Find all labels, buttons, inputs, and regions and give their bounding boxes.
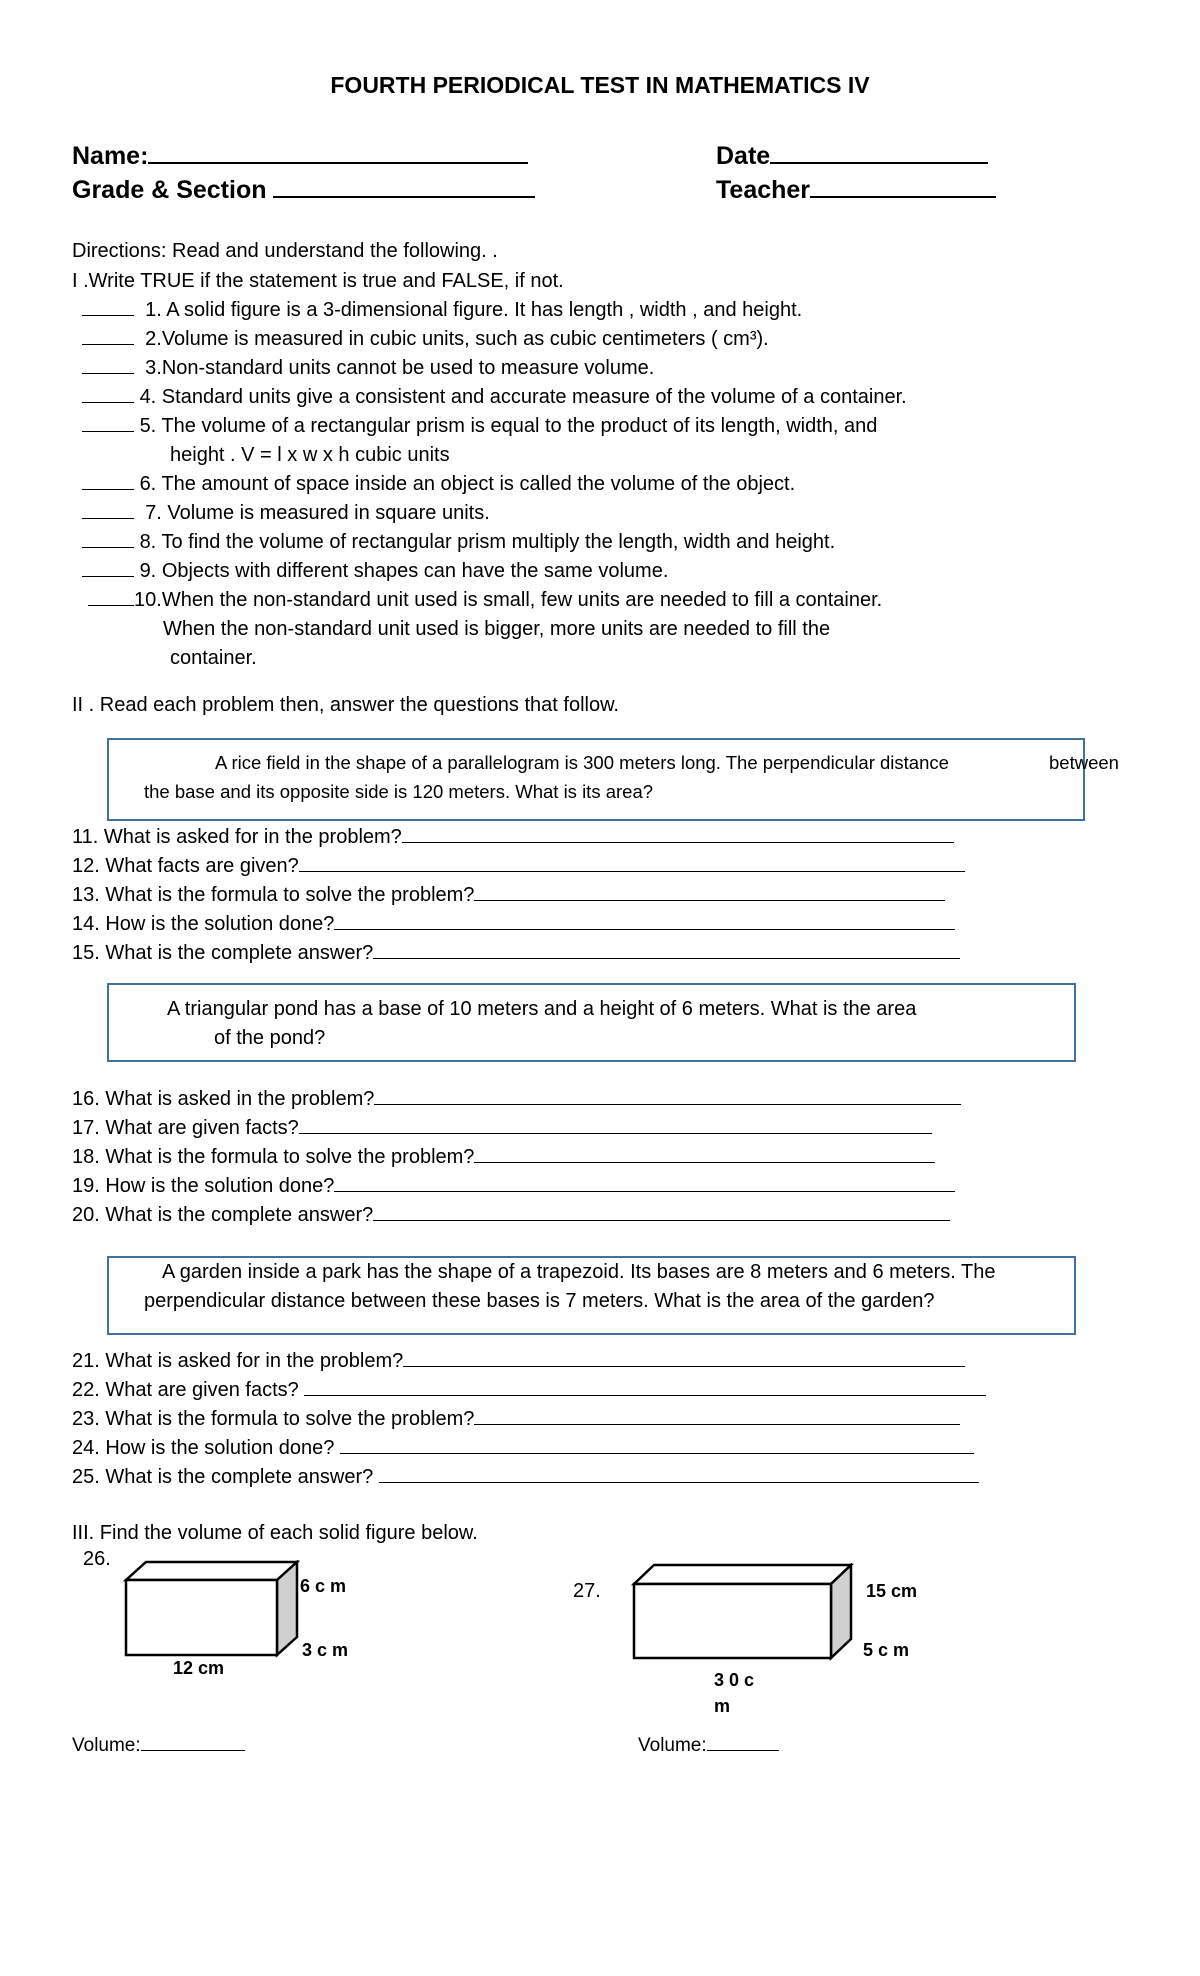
question-18: 18. What is the formula to solve the problem? <box>72 1146 935 1169</box>
question-15: 15. What is the complete answer? <box>72 942 960 965</box>
figure-26-number: 26. <box>83 1548 111 1570</box>
tf-item-10-cont2: container. <box>170 647 257 669</box>
figure-27-height: 5 c m <box>863 1640 910 1660</box>
answer-line[interactable] <box>299 855 965 872</box>
answer-line[interactable] <box>340 1437 974 1454</box>
figure-26-height: 3 c m <box>302 1640 349 1660</box>
figure-26-length: 12 cm <box>173 1658 225 1678</box>
volume-answer-line[interactable] <box>141 1734 245 1751</box>
figure-27-number: 27. <box>573 1580 601 1602</box>
question-25: 25. What is the complete answer? <box>72 1466 979 1489</box>
teacher-line[interactable] <box>810 176 996 198</box>
tf-item-3: 3.Non-standard units cannot be used to measure volume. <box>82 357 654 380</box>
rectangular-prism-27 <box>628 1563 854 1663</box>
answer-line[interactable] <box>403 1350 965 1367</box>
teacher-field[interactable] <box>716 176 996 205</box>
problem-box-1 <box>107 738 1085 821</box>
volume-26: Volume: <box>72 1734 245 1757</box>
question-16: 16. What is asked in the problem? <box>72 1088 961 1111</box>
answer-blank[interactable] <box>82 357 134 374</box>
question-19: 19. How is the solution done? <box>72 1175 955 1198</box>
problem-1-line-2: the base and its opposite side is 120 meters. What is its area? <box>144 781 654 802</box>
tf-item-7: 7. Volume is measured in square units. <box>82 502 490 525</box>
grade-section-label: Grade & Section <box>72 176 267 204</box>
question-12: 12. What facts are given? <box>72 855 965 878</box>
rectangular-prism-26 <box>120 1560 300 1660</box>
problem-2-line-1: A triangular pond has a base of 10 meters and a height of 6 meters. What is the area <box>167 998 917 1020</box>
figure-27-length: 3 0 c <box>714 1670 755 1690</box>
answer-line[interactable] <box>299 1117 932 1134</box>
answer-line[interactable] <box>474 1408 960 1425</box>
answer-blank[interactable] <box>82 299 134 316</box>
answer-blank[interactable] <box>82 531 134 548</box>
page-title: FOURTH PERIODICAL TEST IN MATHEMATICS IV <box>330 72 870 98</box>
volume-27: Volume: <box>638 1734 779 1757</box>
name-field[interactable] <box>72 142 528 171</box>
answer-blank[interactable] <box>82 415 134 432</box>
tf-item-10-cont: When the non-standard unit used is bigger, more units are needed to fill the <box>163 618 831 640</box>
problem-3-line-1: A garden inside a park has the shape of a trapezoid. Its bases are 8 meters and 6 meters. The <box>162 1261 996 1283</box>
figure-27-width: 15 cm <box>866 1581 918 1601</box>
answer-line[interactable] <box>373 942 960 959</box>
volume-answer-line[interactable] <box>707 1734 779 1751</box>
problem-3-line-2: perpendicular distance between these bases is 7 meters. What is the area of the garden? <box>144 1290 935 1312</box>
tf-item-2: 2.Volume is measured in cubic units, such as cubic centimeters ( cm³). <box>82 328 769 351</box>
directions: Directions: Read and understand the following. . <box>72 240 498 262</box>
answer-line[interactable] <box>374 1088 961 1105</box>
date-label: Date <box>716 142 771 170</box>
grade-section-field[interactable] <box>72 176 535 205</box>
figure-27-length-cont: m <box>714 1696 731 1716</box>
tf-item-5-cont: height . V = l x w x h cubic units <box>170 444 450 466</box>
tf-item-6: 6. The amount of space inside an object is called the volume of the object. <box>82 473 795 496</box>
answer-line[interactable] <box>474 1146 935 1163</box>
answer-line[interactable] <box>379 1466 979 1483</box>
question-21: 21. What is asked for in the problem? <box>72 1350 965 1373</box>
answer-line[interactable] <box>373 1204 950 1221</box>
question-11: 11. What is asked for in the problem? <box>72 826 954 849</box>
answer-blank[interactable] <box>82 502 134 519</box>
answer-line[interactable] <box>402 826 954 843</box>
question-20: 20. What is the complete answer? <box>72 1204 950 1227</box>
figure-26-width: 6 c m <box>300 1576 347 1596</box>
tf-item-1: 1. A solid figure is a 3-dimensional figure. It has length , width , and height. <box>82 299 802 322</box>
name-label: Name: <box>72 142 149 170</box>
answer-blank[interactable] <box>88 589 134 606</box>
part1-instruction: I .Write TRUE if the statement is true and FALSE, if not. <box>72 270 564 292</box>
problem-box-2 <box>107 983 1076 1062</box>
date-field[interactable] <box>716 142 988 171</box>
answer-line[interactable] <box>334 1175 955 1192</box>
answer-blank[interactable] <box>82 328 134 345</box>
tf-item-10: 10.When the non-standard unit used is small, few units are needed to fill a container. <box>88 589 882 612</box>
tf-item-8: 8. To find the volume of rectangular prism multiply the length, width and height. <box>82 531 835 554</box>
part2-instruction: II . Read each problem then, answer the questions that follow. <box>72 694 619 716</box>
tf-item-9: 9. Objects with different shapes can have the same volume. <box>82 560 668 583</box>
answer-line[interactable] <box>474 884 945 901</box>
answer-line[interactable] <box>334 913 955 930</box>
question-24: 24. How is the solution done? <box>72 1437 974 1460</box>
tf-item-4: 4. Standard units give a consistent and accurate measure of the volume of a container. <box>82 386 907 409</box>
question-23: 23. What is the formula to solve the problem? <box>72 1408 960 1431</box>
question-13: 13. What is the formula to solve the problem? <box>72 884 945 907</box>
question-14: 14. How is the solution done? <box>72 913 955 936</box>
part3-instruction: III. Find the volume of each solid figure below. <box>72 1522 478 1544</box>
answer-blank[interactable] <box>82 386 134 403</box>
answer-blank[interactable] <box>82 560 134 577</box>
date-line[interactable] <box>770 142 988 164</box>
teacher-label: Teacher <box>716 176 811 204</box>
problem-1-overflow-word: between <box>1049 752 1119 773</box>
grade-section-line[interactable] <box>273 176 535 198</box>
name-line[interactable] <box>148 142 528 164</box>
answer-blank[interactable] <box>82 473 134 490</box>
answer-line[interactable] <box>304 1379 986 1396</box>
question-22: 22. What are given facts? <box>72 1379 986 1402</box>
tf-item-5: 5. The volume of a rectangular prism is equal to the product of its length, width, and <box>82 415 877 438</box>
problem-1-line-1: A rice field in the shape of a parallelogram is 300 meters long. The perpendicular distance <box>215 752 949 773</box>
problem-2-line-2: of the pond? <box>214 1027 326 1049</box>
question-17: 17. What are given facts? <box>72 1117 932 1140</box>
